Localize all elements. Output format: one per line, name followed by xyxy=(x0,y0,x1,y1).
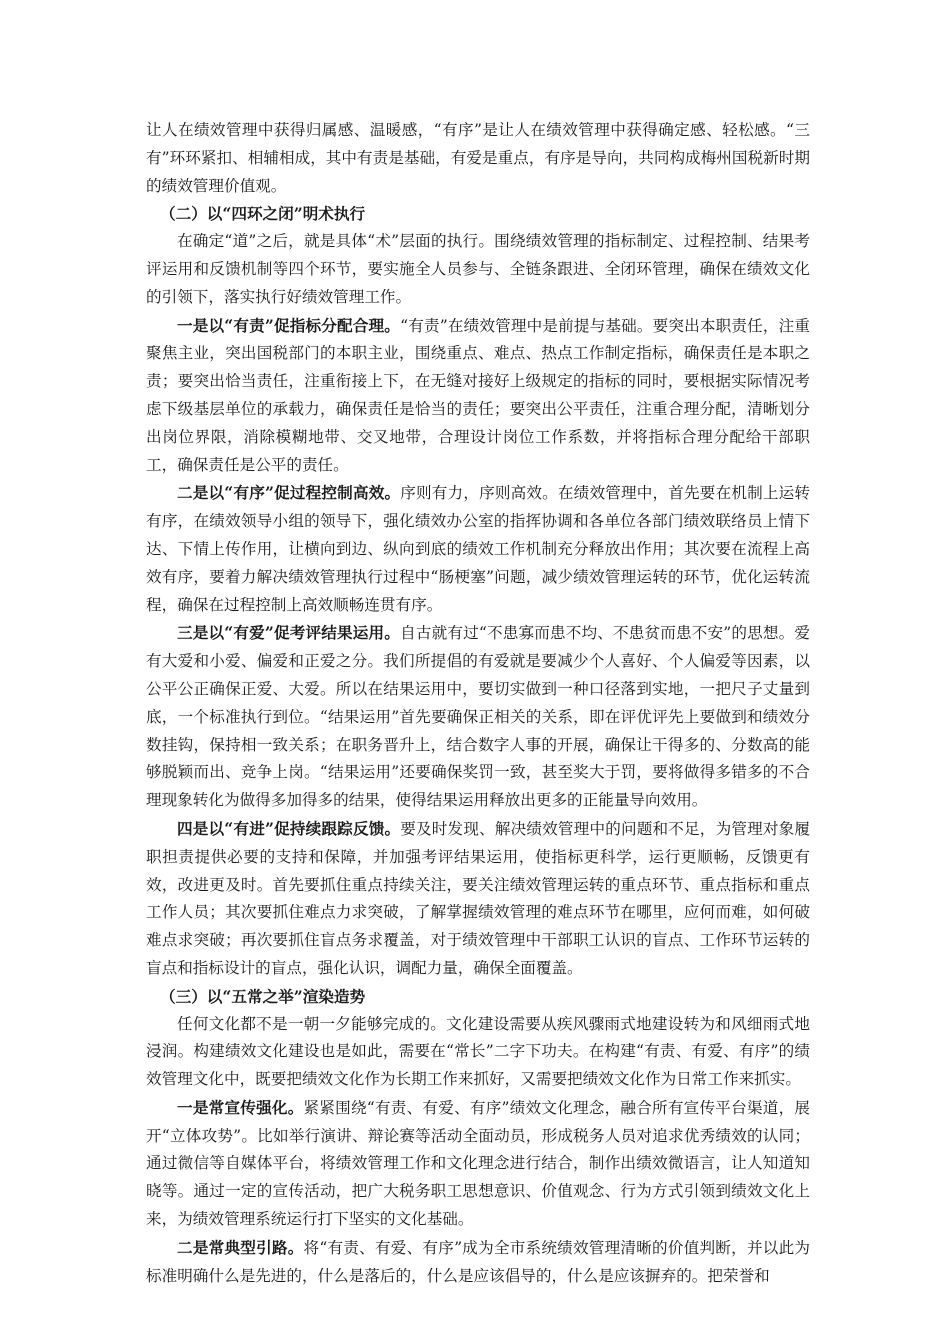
paragraph-lead: 二是常典型引路。 xyxy=(177,1237,304,1257)
paragraph-point-3 xyxy=(146,619,810,815)
paragraph-practice-2 xyxy=(146,1234,810,1291)
paragraph-text: 要及时发现、解决绩效管理中的问题和不足，为管理对象履职担责提供必要的支持和保障，并加强考评结果运用，使指标更科学，运行更顺畅，反馈更有效，改进更及时。首先要抓住重点持续关注，要关注绩效管理运转的重点环节、重点指标和重点工作人员；其次要抓住难点力求突破，了解掌握绩效管理的难点环节在哪里，应何而难，如何破难点求突破；再次要抓住盲点务求覆盖，对于绩效管理中干部职工认识的盲点、工作环节运转的盲点和指标设计的盲点，强化认识，调配力量，确保全面覆盖。 xyxy=(146,819,810,977)
heading-text: （三）以“五常之举”渲染造势 xyxy=(160,986,366,1006)
paragraph-text: 在确定“道”之后，就是具体“术”层面的执行。围绕绩效管理的指标制定、过程控制、结果考评运用和反馈机制等四个环节，要实施全人员参与、全链条跟进、全闭环管理，确保在绩效文化的引领下，落实执行好绩效管理工作。 xyxy=(146,232,810,306)
section-heading-2 xyxy=(146,200,810,228)
paragraph-lead: 三是以“有爱”促考评结果运用。 xyxy=(177,623,401,643)
paragraph-point-1 xyxy=(146,312,810,480)
paragraph-text: 紧紧围绕“有责、有爱、有序”绩效文化理念，融合所有宣传平台渠道，展开“立体攻势”。比如举行演讲、辩论赛等活动全面动员，形成税务人员对追求优秀绩效的认同；通过微信等自媒体平台，将绩效管理工作和文化理念进行结合，制作出绩效微语言，让人知道知晓等。通过一定的宣传活动，把广大税务职工思想意识、价值观念、行为方式引领到绩效文化上来，为绩效管理系统运行打下坚实的文化基础。 xyxy=(146,1098,810,1229)
paragraph-intro-2 xyxy=(146,228,810,311)
paragraph-point-2 xyxy=(146,479,810,619)
paragraph-text: 自古就有过“不患寡而患不均、不患贫而患不安”的思想。爱有大爱和小爱、偏爱和正爱之分。我们所提倡的有爱就是要减少个人喜好、个人偏爱等因素，以公平公正确保正爱、大爱。所以在结果运用中，要切实做到一种口径落到实地，一把尺子丈量到底，一个标准执行到位。“结果运用”首先要确保正相关的关系，即在评优评先上要做到和绩效分数挂钩，保持相一致关系；在职务晋升上，结合数字人事的开展，确保让干得多的、分数高的能够脱颖而出、竞争上岗。“结果运用”还要确保奖罚一致，甚至奖大于罚，要将做得多错多的不合理现象转化为做得多加得多的结果，使得结果运用释放出更多的正能量导向效用。 xyxy=(146,624,810,810)
paragraph-text: 将“有责、有爱、有序”成为全市系统绩效管理清晰的价值判断，并以此为标准明确什么是先进的，什么是落后的，什么是应该倡导的，什么是应该摒弃的。把荣誉和 xyxy=(146,1238,810,1285)
paragraph-lead: 二是以“有序”促过程控制高效。 xyxy=(177,483,401,503)
paragraph-lead: 一是以“有责”促指标分配合理。 xyxy=(177,315,401,335)
paragraph-lead: 四是以“有进”促持续跟踪反馈。 xyxy=(177,818,401,838)
section-heading-3 xyxy=(146,983,810,1011)
paragraph-intro-3 xyxy=(146,1011,810,1094)
paragraph-practice-1 xyxy=(146,1094,810,1234)
document-body xyxy=(146,117,810,1290)
paragraph-text: 任何文化都不是一朝一夕能够完成的。文化建设需要从疾风骤雨式地建设转为和风细雨式地浸润。构建绩效文化建设也是如此，需要在“常长”二字下功夫。在构建“有责、有爱、有序”的绩效管理文化中，既要把绩效文化作为长期工作来抓好，又需要把绩效文化作为日常工作来抓实。 xyxy=(146,1014,810,1089)
paragraph-text: “有责”在绩效管理中是前提与基础。要突出本职责任，注重聚焦主业，突出国税部门的本职主业，围绕重点、难点、热点工作制定指标，确保责任是本职之责；要突出恰当责任，注重衔接上下，在无缝对接好上级规定的指标的同时，要根据实际情况考虑下级基层单位的承载力，确保责任是恰当的责任；要突出公平责任，注重合理分配，清晰划分出岗位界限，消除模糊地带、交叉地带，合理设计岗位工作系数，并将指标合理分配给干部职工，确保责任是公平的责任。 xyxy=(146,316,810,474)
paragraph-text: 序则有力，序则高效。在绩效管理中，首先要在机制上运转有序，在绩效领导小组的领导下，强化绩效办公室的指挥协调和各单位各部门绩效联络员上情下达、下情上传作用，让横向到边、纵向到底的绩效工作机制充分释放出作用；其次要在流程上高效有序，要着力解决绩效管理执行过程中“肠梗塞”问题，减少绩效管理运转的环节，优化运转流程，确保在过程控制上高效顺畅连贯有序。 xyxy=(146,484,810,614)
heading-text: （二）以“四环之闭”明术执行 xyxy=(160,204,366,224)
paragraph-point-4 xyxy=(146,815,810,983)
paragraph-lead: 一是常宣传强化。 xyxy=(177,1097,304,1117)
paragraph-text: 让人在绩效管理中获得归属感、温暖感，“有序”是让人在绩效管理中获得确定感、轻松感。“三有”环环紧扣、相辅相成，其中有责是基础，有爱是重点，有序是导向，共同构成梅州国税新时期的绩效管理价值观。 xyxy=(146,121,810,195)
paragraph-continuation xyxy=(146,117,810,200)
